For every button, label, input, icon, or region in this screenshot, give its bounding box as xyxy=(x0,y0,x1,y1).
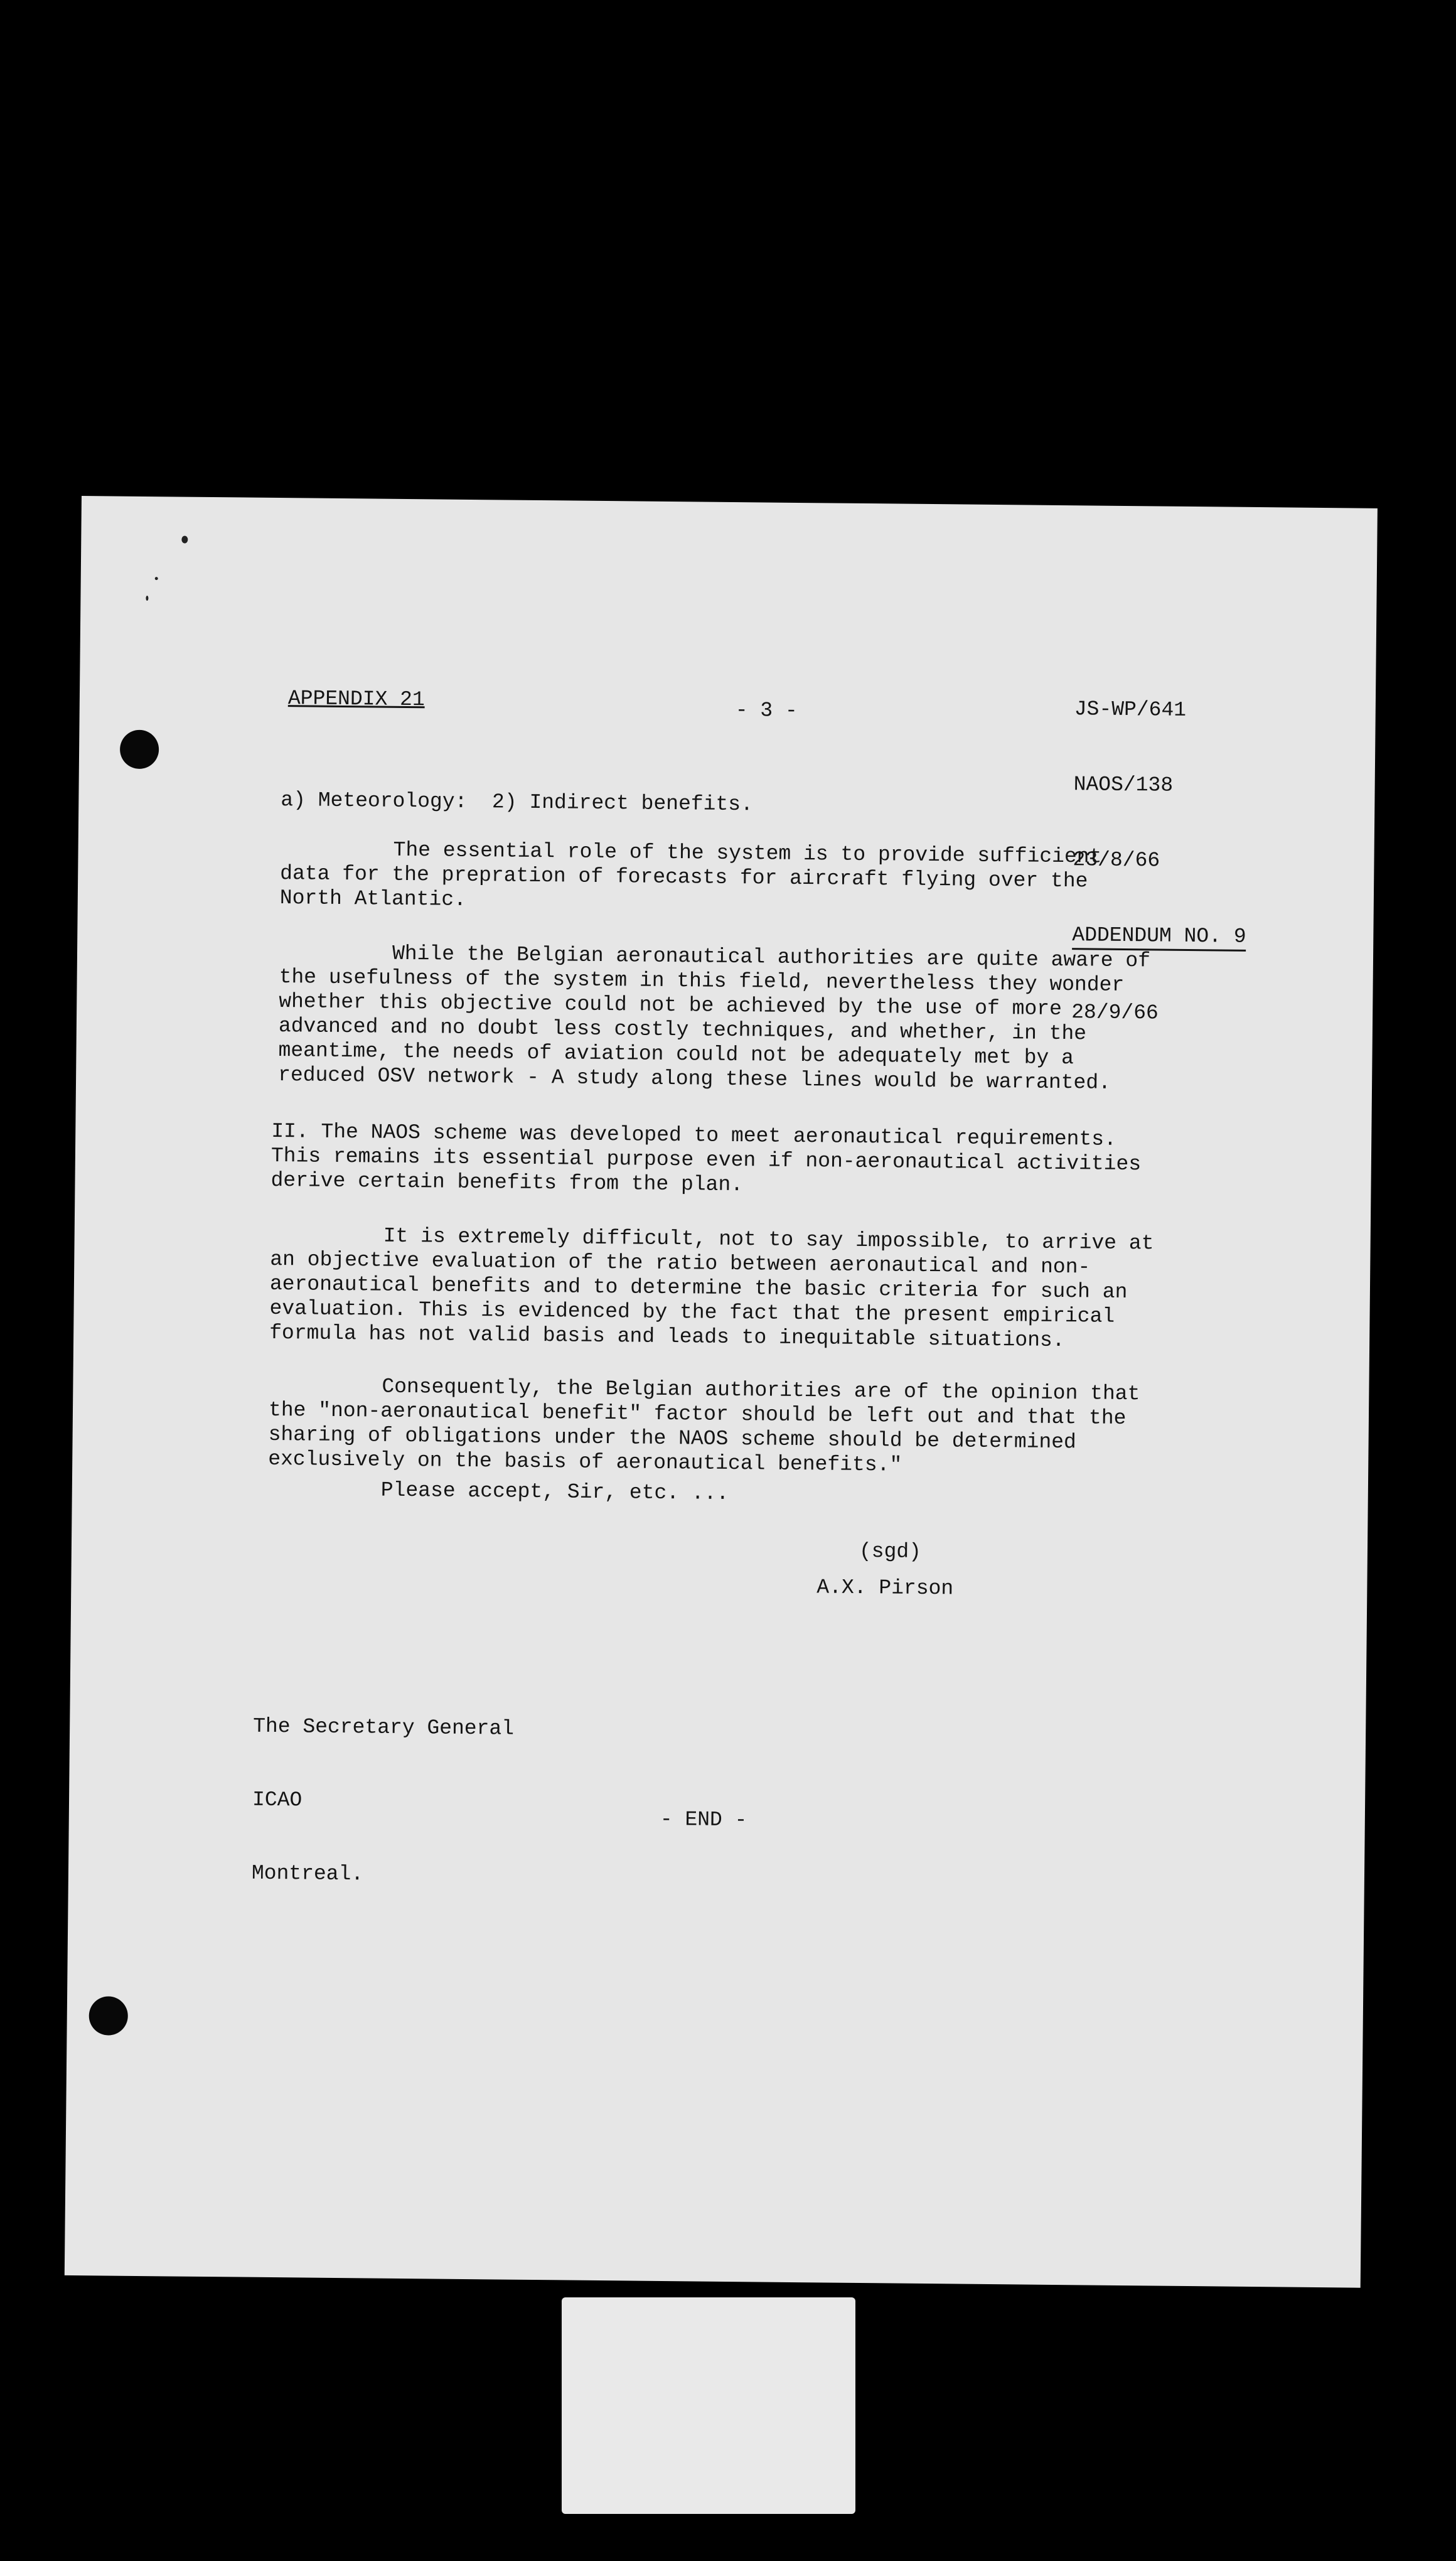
addressee-line: ICAO xyxy=(252,1788,302,1812)
body-paragraph: The essential role of the system is to provide sufficient data for the prepration of forecasts for aircraft flying over the North Atlantic. xyxy=(279,838,1102,911)
addressee-line: Montreal. xyxy=(251,1861,364,1886)
body-paragraph: II. The NAOS scheme was developed to meet aeronautical requirements. This remains its essential purpose even if non-aeronautical activities derive certain benefits from the plan. xyxy=(270,1119,1142,1197)
closing-line: Please accept, Sir, etc. ... xyxy=(380,1478,729,1505)
page-speck xyxy=(181,536,188,544)
section-heading: a) Meteorology: 2) Indirect benefits. xyxy=(281,788,754,817)
page-speck xyxy=(146,596,148,601)
addressee-line: The Secretary General xyxy=(253,1714,515,1741)
punch-hole-top xyxy=(120,730,159,770)
reference-line: 28/9/66 xyxy=(1071,1001,1159,1025)
appendix-label: APPENDIX 21 xyxy=(287,687,425,712)
page-speck xyxy=(155,577,158,580)
body-paragraph: It is extremely difficult, not to say impossible, to arrive at an objective evaluation of the ratio between aeronautical and non-aeronautical benefits and to determine the basic criteria for such an evaluation. This is evidenced by the fact that the present empirical formula has not valid basis and leads to inequitable situations. xyxy=(269,1224,1154,1353)
addressee-block xyxy=(251,1665,515,1937)
document-page xyxy=(65,496,1378,2288)
signature-name: A.X. Pirson xyxy=(816,1576,954,1601)
end-marker: - END - xyxy=(660,1807,747,1832)
body-paragraph: While the Belgian aeronautical authorities are quite aware of the usefulness of the system in this field, nevertheless they wonder whether this objective could not be achieved by the use of more advanced and no doubt less costly techniques, and whether, in the meantime, the needs of aviation could not be adequately met by a reduced OSV network - A study along these lines would be warranted. xyxy=(277,942,1151,1095)
page-number: - 3 - xyxy=(735,699,798,722)
blank-paper-slip xyxy=(562,2297,855,2514)
reference-line: JS-WP/641 xyxy=(1074,697,1187,722)
body-paragraph: Consequently, the Belgian authorities are of the opinion that the "non-aeronautical benefit" factor should be left out and that the sharing of obligations under the NAOS scheme should be determined exclusively on the basis of aeronautical benefits." xyxy=(268,1375,1140,1477)
reference-line-addendum: ADDENDUM NO. 9 xyxy=(1072,923,1246,952)
signature-sgd: (sgd) xyxy=(859,1539,922,1564)
punch-hole-bottom xyxy=(88,1996,128,2036)
reference-line: NAOS/138 xyxy=(1073,773,1174,797)
reference-line: 23/8/66 xyxy=(1073,848,1160,872)
